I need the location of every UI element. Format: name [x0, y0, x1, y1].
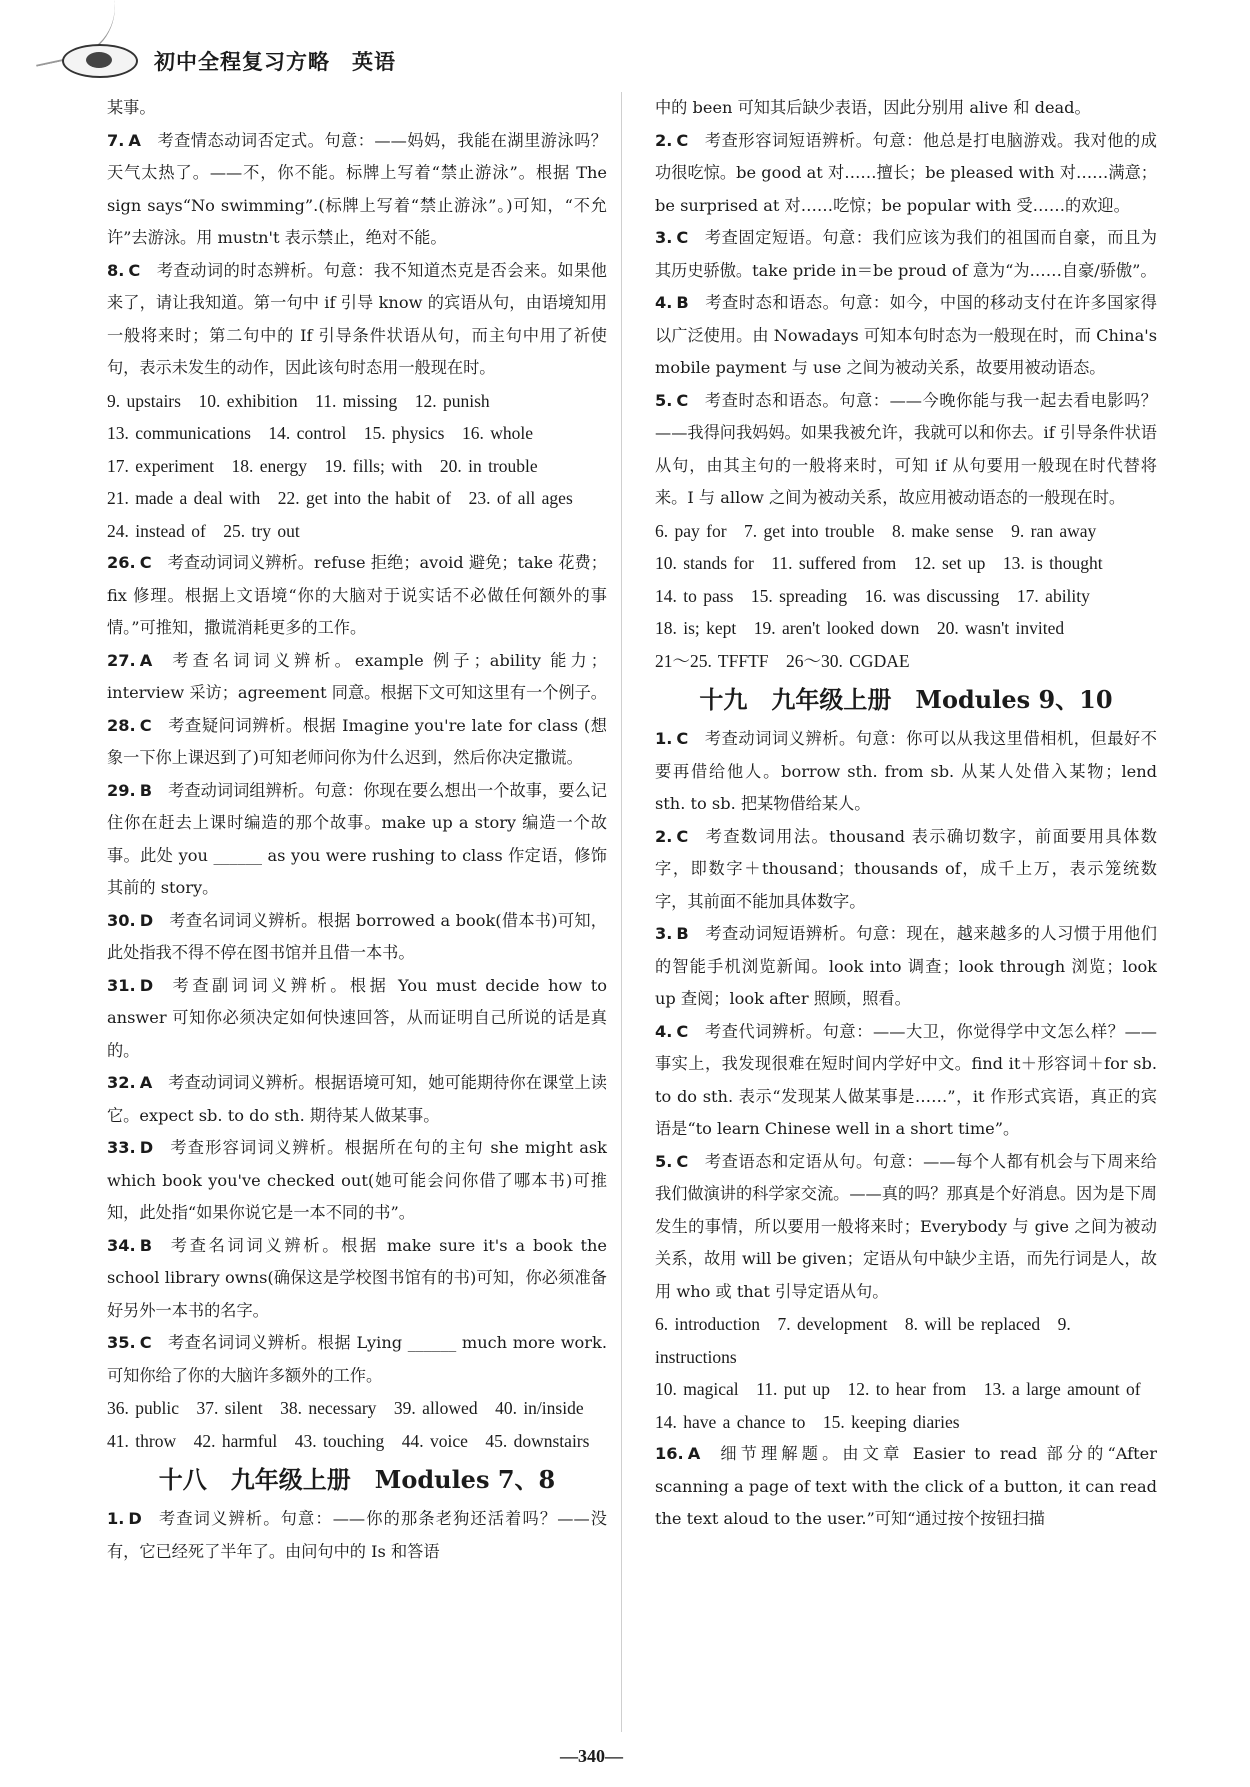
section-heading-19: 十九 九年级上册 Modules 9、10: [699, 685, 1113, 714]
section-heading-18: 十八 九年级上册 Modules 7、8: [158, 1465, 556, 1494]
fill-answer-line: 10. magical 11. put up 12. to hear from 13. a large amount of: [655, 1379, 1141, 1399]
answer-letter: D: [139, 910, 154, 930]
question-number: 31.: [107, 975, 136, 995]
explanation-text: 考查词义辨析。句意：——你的那条老狗还活着吗？——没有，它已经死了半年了。由问句中的 Is 和答语: [107, 1509, 607, 1561]
question-number: 7.: [107, 130, 125, 150]
question-number: 26.: [107, 553, 136, 572]
left-column: [107, 92, 607, 1568]
fill-answer-line: 18. is; kept 19. aren't looked down 20. wasn't invited: [655, 618, 1065, 638]
question-number: 33.: [107, 1138, 136, 1157]
fill-list-right-a: [655, 515, 1157, 678]
answer-item: [107, 775, 607, 905]
explanation-text: 考查情态动词否定式。句意：——妈妈，我能在湖里游泳吗？天气太热了。——不，你不能。标牌上写着“禁止游泳”。根据 The sign says“No swimming”.(标牌上写着“禁止游泳”。)可知，“不允许”去游泳。用 mustn't 表示禁止，绝对不能。: [107, 130, 607, 247]
answer-item: [107, 710, 607, 775]
answer-letter: C: [676, 729, 689, 748]
answer-letter: D: [139, 1138, 154, 1157]
answer-item: [655, 821, 1157, 919]
question-number: 32.: [107, 1073, 136, 1092]
question-number: 1.: [107, 1509, 125, 1528]
answer-item: [655, 385, 1157, 515]
answer-letter: A: [687, 1444, 701, 1463]
explanation-text: 考查动词词组辨析。句意：你现在要么想出一个故事，要么记住你在赶去上课时编造的那个故事。make up a story 编造一个故事。此处 you ______ as you were rushing to class 作定语，修饰其前的 story。: [107, 780, 607, 897]
explanation-text: 考查名词词义辨析。根据 make sure it's a book the school library owns(确保这是学校图书馆有的书)可知，你必须准备好另外一本书的名字。: [107, 1235, 607, 1320]
explanation-text: 考查语态和定语从句。句意：——每个人都有机会与下周来给我们做演讲的科学家交流。——真的吗？那真是个好消息。因为是下周发生的事情，所以要用一般将来时；Everybody 与 give 之间为被动关系，故用 will be given；定语从句中缺少主语，而先行词是人，故用 who 或 that 引导定语从句。: [655, 1151, 1157, 1301]
answer-item: [107, 125, 607, 255]
answer-item: [107, 905, 607, 970]
question-number: 29.: [107, 780, 136, 800]
fill-answer-line: 36. public 37. silent 38. necessary 39. allowed 40. in/inside: [107, 1398, 584, 1418]
answer-item: [107, 255, 607, 385]
answer-letter: A: [139, 650, 153, 670]
answer-item: [655, 918, 1157, 1016]
answer-letter: A: [128, 130, 141, 150]
fill-answer-line: 14. to pass 15. spreading 16. was discussing 17. ability: [655, 585, 1090, 606]
fill-answer-line: 14. have a chance to 15. keeping diaries: [655, 1411, 960, 1432]
fill-answer-line: 21. made a deal with 22. get into the habit of 23. of all ages 24. instead of 25. try out: [107, 488, 591, 541]
question-number: 34.: [107, 1235, 136, 1255]
answer-item: [107, 547, 607, 645]
fill-list-left-b: [107, 1392, 607, 1457]
explanation-text: 考查代词辨析。句意：——大卫，你觉得学中文怎么样？——事实上，我发现很难在短时间内学好中文。find it＋形容词＋for sb. to do sth. 表示“发现某人做某事是……”，it 作形式宾语，真正的宾语是“to learn Chinese well in a short time”。: [655, 1021, 1157, 1138]
answer-item: [107, 970, 607, 1068]
page-number: —340—: [560, 1746, 623, 1766]
continued-text: 中的 been 可知其后缺少表语，因此分别用 alive 和 dead。: [655, 98, 1091, 117]
answer-letter: C: [676, 1021, 689, 1041]
answer-list-left-b: [107, 547, 607, 1392]
explanation-text: 考查名词词义辨析。根据 Lying ______ much more work. 可知你给了你的大脑许多额外的工作。: [107, 1333, 607, 1385]
explanation-text: 考查时态和语态。句意：如今，中国的移动支付在许多国家得以广泛使用。由 Nowadays 可知本句时态为一般现在时，而 China's mobile payment 与 use 之间为被动关系，故要用被动语态。: [655, 293, 1157, 377]
fill-answer-line: 9. upstairs 10. exhibition 11. missing 12. punish: [107, 390, 490, 411]
column-divider: [621, 92, 622, 1732]
question-number: 4.: [655, 1021, 673, 1041]
explanation-text: 考查动词词义辨析。refuse 拒绝；avoid 避免；take 花费；fix 修理。根据上文语境“你的大脑对于说实话不必做任何额外的事情。”可推知，撒谎消耗更多的工作。: [107, 553, 607, 637]
question-number: 3.: [655, 228, 673, 247]
answer-letter: B: [676, 924, 689, 943]
question-number: 5.: [655, 390, 673, 410]
question-number: 30.: [107, 910, 136, 930]
page-header: [30, 40, 630, 80]
answer-letter: B: [139, 780, 153, 800]
answer-letter: C: [128, 260, 141, 280]
right-column: [655, 92, 1157, 1536]
question-number: 4.: [655, 293, 673, 312]
answer-item: [107, 1067, 607, 1132]
continued-text: 某事。: [107, 98, 156, 117]
explanation-text: 考查动词词义辨析。根据语境可知，她可能期待你在课堂上读它。expect sb. to do sth. 期待某人做某事。: [107, 1073, 607, 1125]
answer-letter: C: [139, 553, 152, 572]
answer-list-left-a: [107, 125, 607, 385]
answer-letter: C: [676, 228, 689, 247]
question-number: 28.: [107, 715, 136, 735]
fill-answer-line: 6. pay for 7. get into trouble 8. make sense 9. ran away: [655, 520, 1097, 541]
answer-letter: B: [676, 293, 689, 312]
answer-letter: C: [676, 130, 689, 150]
fill-answer-line: 17. experiment 18. energy 19. fills; with 20. in trouble: [107, 455, 538, 476]
fill-answer-line: 41. throw 42. harmful 43. touching 44. voice 45. downstairs: [107, 1430, 590, 1451]
answer-item: [655, 1146, 1157, 1309]
answer-item: [107, 645, 607, 710]
answer-item: [107, 1503, 607, 1568]
explanation-text: 考查名词词义辨析。example 例子；ability 能力；interview 采访；agreement 同意。根据下文可知这里有一个例子。: [107, 650, 607, 702]
explanation-text: 考查动词的时态辨析。句意：我不知道杰克是否会来。如果他来了，请让我知道。第一句中 if 引导 know 的宾语从句，由语境知用一般将来时；第二句中的 If 引导条件状语从句，而主句中用了祈使句，表示未发生的动作，因此该句时态用一般现在时。: [107, 260, 607, 377]
explanation-text: 考查动词短语辨析。句意：现在，越来越多的人习惯于用他们的智能手机浏览新闻。look into 调查；look through 浏览；look up 查阅；look after 照顾，照看。: [655, 924, 1157, 1008]
answer-letter: C: [676, 390, 689, 410]
fill-answer-line: 10. stands for 11. suffered from 12. set up 13. is thought: [655, 553, 1103, 573]
question-number: 2.: [655, 130, 673, 150]
explanation-text: 考查固定短语。句意：我们应该为我们的祖国而自豪，而且为其历史骄傲。take pride in＝be proud of 意为“为……自豪/骄傲”。: [655, 228, 1157, 280]
answer-list-right-a: [655, 125, 1157, 515]
question-number: 1.: [655, 729, 673, 748]
answer-item: [655, 287, 1157, 385]
explanation-text: 考查数词用法。thousand 表示确切数字，前面要用具体数字，即数字＋thousand；thousands of，成千上万，表示笼统数字，其前面不能加具体数字。: [655, 826, 1157, 911]
answer-item: [655, 125, 1157, 223]
explanation-text: 考查时态和语态。句意：——今晚你能与我一起去看电影吗？——我得问我妈妈。如果我被允许，我就可以和你去。if 引导条件状语从句，由其主句的一般将来时，可知 if 从句要用一般现在时代替将来。I 与 allow 之间为被动关系，故应用被动语态的一般现在时。: [655, 390, 1157, 507]
fill-list-right-b: [655, 1308, 1157, 1438]
answer-letter: C: [676, 826, 689, 846]
answer-item: [107, 1327, 607, 1392]
question-number: 3.: [655, 924, 673, 943]
explanation-text: 考查形容词短语辨析。句意：他总是打电脑游戏。我对他的成功很吃惊。be good at 对……擅长；be pleased with 对……满意；be surprised at 对……吃惊；be popular with 受……的欢迎。: [655, 130, 1157, 215]
fill-list-left-a: [107, 385, 607, 548]
fill-answer-line: 6. introduction 7. development 8. will be replaced 9. instructions: [655, 1314, 1071, 1367]
answer-list-right-b: [655, 723, 1157, 1308]
answer-letter: C: [139, 1333, 152, 1352]
answer-item: [655, 222, 1157, 287]
explanation-text: 考查副词词义辨析。根据 You must decide how to answer 可知你必须决定如何快速回答，从而证明自己所说的话是真的。: [107, 975, 607, 1060]
answer-list-right-c: [655, 1438, 1157, 1536]
question-number: 5.: [655, 1151, 673, 1171]
explanation-text: 考查疑问词辨析。根据 Imagine you're late for class (想象一下你上课迟到了)可知老师问你为什么迟到，然后你决定撒谎。: [107, 715, 607, 767]
question-number: 27.: [107, 650, 136, 670]
answer-letter: C: [139, 715, 152, 735]
answer-letter: B: [139, 1235, 153, 1255]
question-number: 35.: [107, 1333, 136, 1352]
answer-letter: D: [139, 975, 154, 995]
answer-letter: C: [676, 1151, 689, 1171]
answer-list-left-c: [107, 1503, 607, 1568]
question-number: 16.: [655, 1444, 684, 1463]
book-title: 初中全程复习方略 英语: [154, 50, 396, 74]
answer-item: [655, 1016, 1157, 1146]
question-number: 2.: [655, 826, 673, 846]
answer-letter: A: [139, 1073, 153, 1092]
fill-answer-line: 13. communications 14. control 15. physics 16. whole: [107, 423, 534, 443]
answer-item: [655, 723, 1157, 821]
explanation-text: 考查动词词义辨析。句意：你可以从我这里借相机，但最好不要再借给他人。borrow sth. from sb. 从某人处借入某物；lend sth. to sb. 把某物借给某人。: [655, 729, 1157, 813]
question-number: 8.: [107, 260, 125, 280]
explanation-text: 考查形容词词义辨析。根据所在句的主句 she might ask which book you've checked out(她可能会问你借了哪本书)可推知，此处指“如果你说它是一本不同的书”。: [107, 1138, 607, 1222]
answer-item: [107, 1230, 607, 1328]
answer-letter: D: [128, 1509, 142, 1528]
answer-item: [107, 1132, 607, 1230]
answer-item: [655, 1438, 1157, 1536]
explanation-text: 考查名词词义辨析。根据 borrowed a book(借本书)可知，此处指我不得不停在图书馆并且借一本书。: [107, 910, 607, 962]
publisher-logo-icon: [62, 44, 138, 78]
explanation-text: 细节理解题。由文章 Easier to read 部分的“After scanning a page of text with the click of a button, it can read the text aloud to the user.”可知“通过按个按钮扫描: [655, 1444, 1157, 1528]
fill-answer-line: 21～25. TFFTF 26～30. CGDAE: [655, 650, 910, 671]
